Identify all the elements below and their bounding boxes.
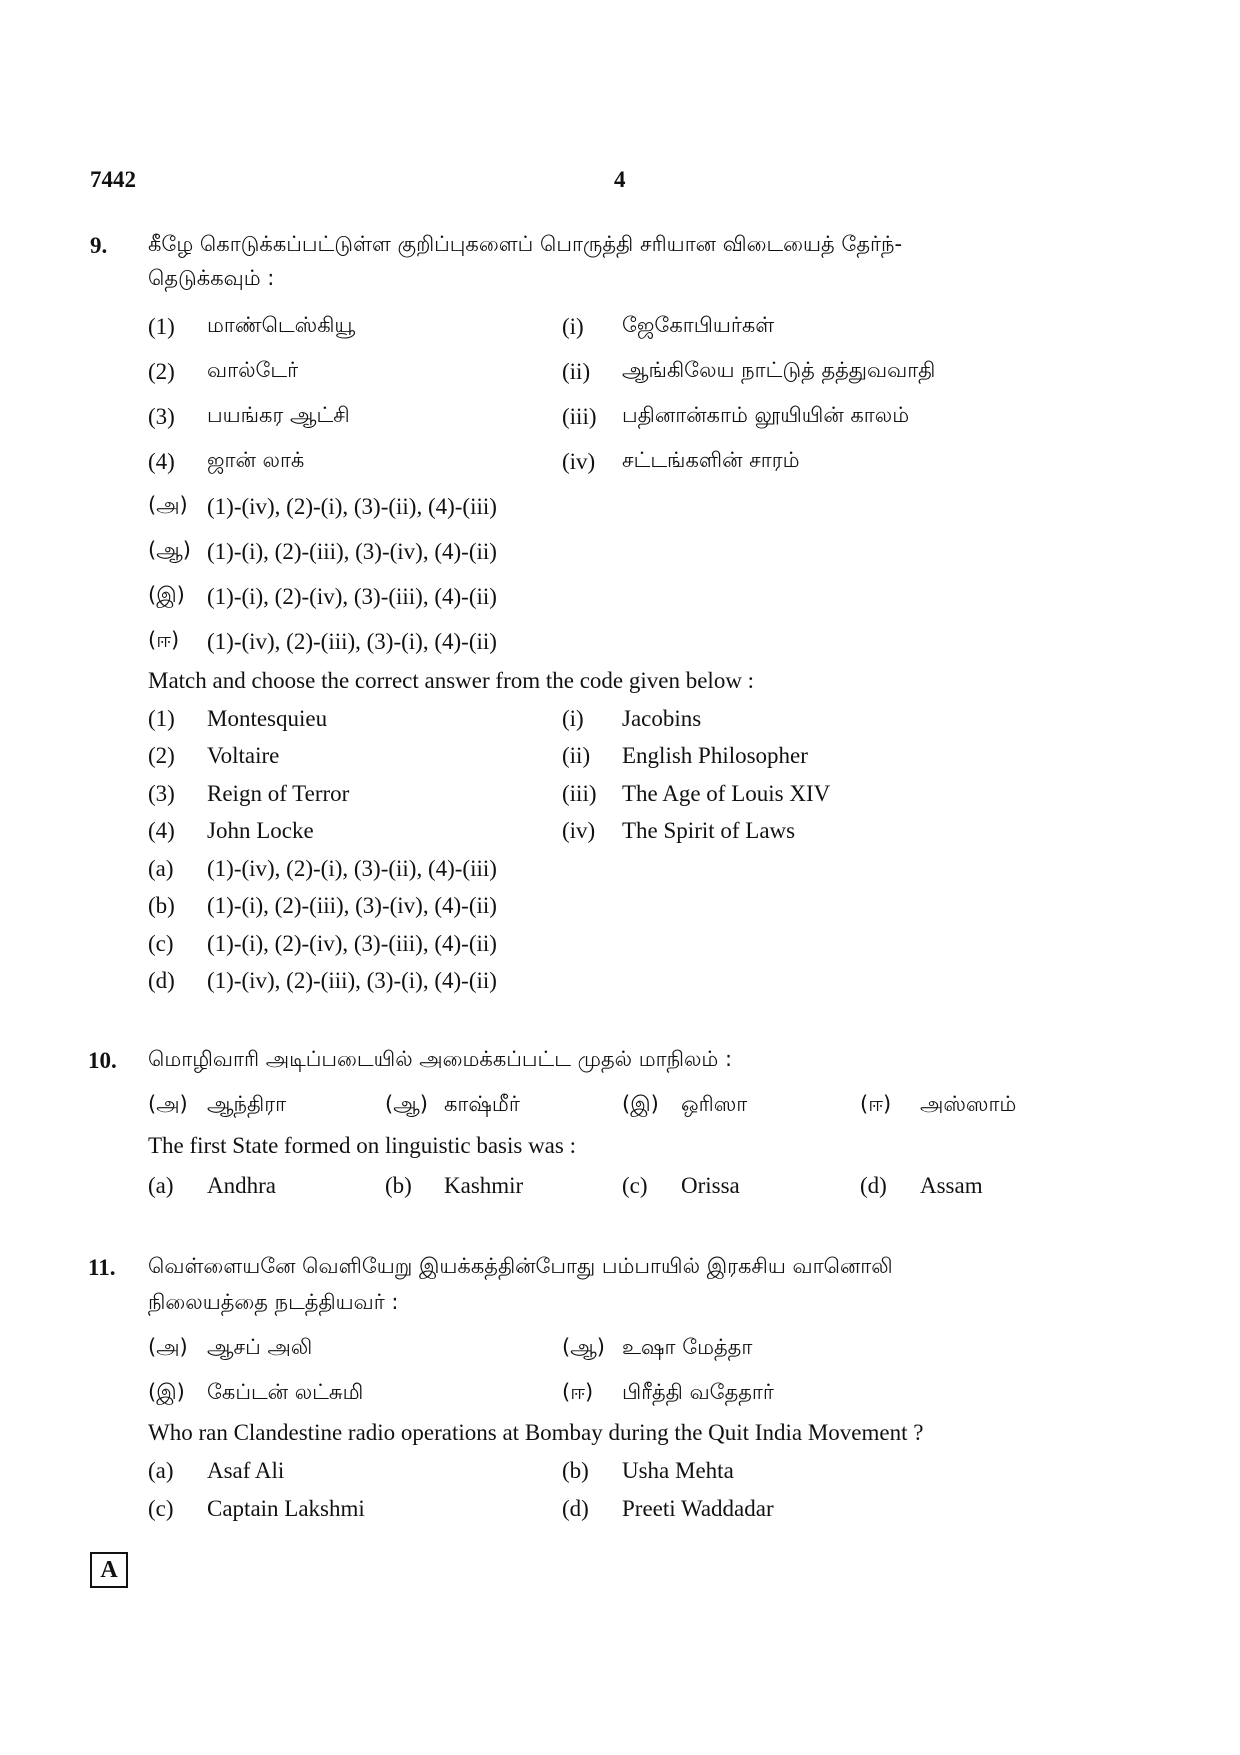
q9-english-left-text-3: Reign of Terror — [207, 781, 350, 806]
q10-tamil-option-text-2: காஷ்மீர் — [444, 1092, 520, 1116]
q11-english-option-label-2: (b) — [562, 1458, 589, 1483]
q9-english-option-text-4: (1)-(iv), (2)-(iii), (3)-(i), (4)-(ii) — [207, 968, 497, 993]
q9-english-left-text-4: John Locke — [207, 818, 314, 843]
q9-tamil-right-num-1: (i) — [562, 314, 584, 339]
q10-english-option-text-4: Assam — [920, 1173, 983, 1198]
q9-tamil-option-label-1: (அ) — [148, 493, 188, 517]
q10-english-option-label-3: (c) — [622, 1173, 648, 1198]
q9-english-option-label-2: (b) — [148, 893, 175, 918]
q9-tamil-right-text-3: பதினான்காம் லூயியின் காலம் — [622, 403, 910, 427]
q9-tamil-option-text-1: (1)-(iv), (2)-(i), (3)-(ii), (4)-(iii) — [207, 494, 497, 519]
q9-english-right-text-4: The Spirit of Laws — [622, 818, 796, 843]
page-number: 4 — [614, 167, 626, 192]
q9-tamil-right-num-4: (iv) — [562, 449, 596, 474]
q10-tamil-option-label-4: (ஈ) — [860, 1092, 892, 1116]
q9-english-option-label-3: (c) — [148, 931, 174, 956]
q9-english-right-text-1: Jacobins — [622, 706, 702, 731]
q9-english-right-num-1: (i) — [562, 706, 584, 731]
q11-english-stem: Who ran Clandestine radio operations at Bombay during the Quit India Movement ? — [148, 1420, 924, 1445]
q11-tamil-option-text-1: ஆசப் அலி — [207, 1335, 313, 1359]
q9-tamil-option-label-3: (இ) — [148, 583, 185, 607]
q11-tamil-stem-line2: நிலையத்தை நடத்தியவர் : — [148, 1290, 399, 1314]
q9-tamil-left-num-1: (1) — [148, 314, 175, 339]
q11-tamil-option-label-3: (இ) — [148, 1380, 185, 1404]
q9-english-right-num-3: (iii) — [562, 781, 597, 806]
q10-english-option-label-2: (b) — [385, 1173, 412, 1198]
q9-english-option-label-1: (a) — [148, 856, 174, 881]
q9-english-left-text-1: Montesquieu — [207, 706, 328, 731]
q11-tamil-option-text-2: உஷா மேத்தா — [622, 1335, 753, 1359]
q10-tamil-option-label-1: (அ) — [148, 1092, 188, 1116]
q9-tamil-left-text-2: வால்டேர் — [207, 358, 299, 382]
q9-english-left-text-2: Voltaire — [207, 743, 280, 768]
q10-english-option-text-3: Orissa — [681, 1173, 740, 1198]
q9-english-option-label-4: (d) — [148, 968, 175, 993]
q10-tamil-option-text-1: ஆந்திரா — [207, 1092, 287, 1116]
q10-tamil-option-text-4: அஸ்ஸாம் — [920, 1092, 1017, 1116]
q9-tamil-right-text-2: ஆங்கிலேய நாட்டுத் தத்துவவாதி — [622, 358, 936, 382]
q9-tamil-option-label-2: (ஆ) — [148, 538, 191, 562]
q9-tamil-left-num-2: (2) — [148, 359, 175, 384]
q10-tamil-option-label-2: (ஆ) — [385, 1092, 428, 1116]
q9-english-right-num-4: (iv) — [562, 818, 596, 843]
q9-tamil-stem-line1: கீழே கொடுக்கப்பட்டுள்ள குறிப்புகளைப் பொருத்தி சரியான விடையைத் தேர்ந்- — [148, 232, 903, 256]
q9-tamil-right-num-3: (iii) — [562, 404, 597, 429]
q11-english-option-label-1: (a) — [148, 1458, 174, 1483]
q9-tamil-option-text-2: (1)-(i), (2)-(iii), (3)-(iv), (4)-(ii) — [207, 539, 497, 564]
q10-tamil-stem: மொழிவாரி அடிப்படையில் அமைக்கப்பட்ட முதல் மாநிலம் : — [148, 1047, 733, 1071]
q10-number: 10. — [88, 1048, 117, 1073]
q9-tamil-left-num-4: (4) — [148, 449, 175, 474]
q11-english-option-text-2: Usha Mehta — [622, 1458, 734, 1483]
q10-english-option-label-4: (d) — [860, 1173, 887, 1198]
q9-english-left-num-3: (3) — [148, 781, 175, 806]
q9-english-right-num-2: (ii) — [562, 743, 591, 768]
q11-english-option-text-4: Preeti Waddadar — [622, 1496, 774, 1521]
q9-tamil-option-text-3: (1)-(i), (2)-(iv), (3)-(iii), (4)-(ii) — [207, 584, 497, 609]
paper-code: 7442 — [90, 167, 136, 192]
q11-english-option-label-3: (c) — [148, 1496, 174, 1521]
q9-english-option-text-2: (1)-(i), (2)-(iii), (3)-(iv), (4)-(ii) — [207, 893, 497, 918]
q9-tamil-left-text-3: பயங்கர ஆட்சி — [207, 403, 350, 427]
q10-english-stem: The first State formed on linguistic basis was : — [148, 1133, 576, 1158]
q11-tamil-option-text-3: கேப்டன் லட்சுமி — [207, 1380, 364, 1404]
q9-english-left-num-4: (4) — [148, 818, 175, 843]
q11-tamil-stem-line1: வெள்ளையனே வெளியேறு இயக்கத்தின்போது பம்பாயில் இரகசிய வானொலி — [148, 1254, 893, 1278]
q9-tamil-option-label-4: (ஈ) — [148, 628, 180, 652]
q10-english-option-label-1: (a) — [148, 1173, 174, 1198]
q9-tamil-left-text-1: மாண்டெஸ்கியூ — [207, 313, 356, 337]
q11-english-option-label-4: (d) — [562, 1496, 589, 1521]
q9-tamil-option-text-4: (1)-(iv), (2)-(iii), (3)-(i), (4)-(ii) — [207, 629, 497, 654]
q10-english-option-text-2: Kashmir — [444, 1173, 524, 1198]
q9-tamil-right-text-1: ஜேகோபியர்கள் — [622, 313, 775, 337]
q9-tamil-right-num-2: (ii) — [562, 359, 591, 384]
q9-tamil-stem-line2: தெடுக்கவும் : — [148, 266, 275, 290]
q11-english-option-text-3: Captain Lakshmi — [207, 1496, 365, 1521]
q9-english-left-num-2: (2) — [148, 743, 175, 768]
q11-tamil-option-label-4: (ஈ) — [562, 1380, 594, 1404]
q9-english-stem: Match and choose the correct answer from the code given below : — [148, 668, 755, 693]
q9-tamil-left-text-4: ஜான் லாக் — [207, 448, 305, 472]
q11-number: 11. — [88, 1255, 116, 1280]
q9-number: 9. — [90, 233, 108, 258]
q10-tamil-option-label-3: (இ) — [622, 1092, 659, 1116]
q11-english-option-text-1: Asaf Ali — [207, 1458, 285, 1483]
q9-english-option-text-3: (1)-(i), (2)-(iv), (3)-(iii), (4)-(ii) — [207, 931, 497, 956]
q9-english-left-num-1: (1) — [148, 706, 175, 731]
q10-english-option-text-1: Andhra — [207, 1173, 276, 1198]
q11-tamil-option-label-1: (அ) — [148, 1335, 188, 1359]
q9-english-option-text-1: (1)-(iv), (2)-(i), (3)-(ii), (4)-(iii) — [207, 856, 497, 881]
q9-tamil-left-num-3: (3) — [148, 404, 175, 429]
q11-tamil-option-text-4: பிரீத்தி வதேதார் — [622, 1380, 774, 1404]
q9-english-right-text-3: The Age of Louis XIV — [622, 781, 831, 806]
booklet-series-box: A — [90, 1552, 128, 1588]
q9-english-right-text-2: English Philosopher — [622, 743, 808, 768]
q10-tamil-option-text-3: ஒரிஸா — [681, 1092, 748, 1116]
q9-tamil-right-text-4: சட்டங்களின் சாரம் — [622, 448, 800, 472]
q11-tamil-option-label-2: (ஆ) — [562, 1335, 605, 1359]
